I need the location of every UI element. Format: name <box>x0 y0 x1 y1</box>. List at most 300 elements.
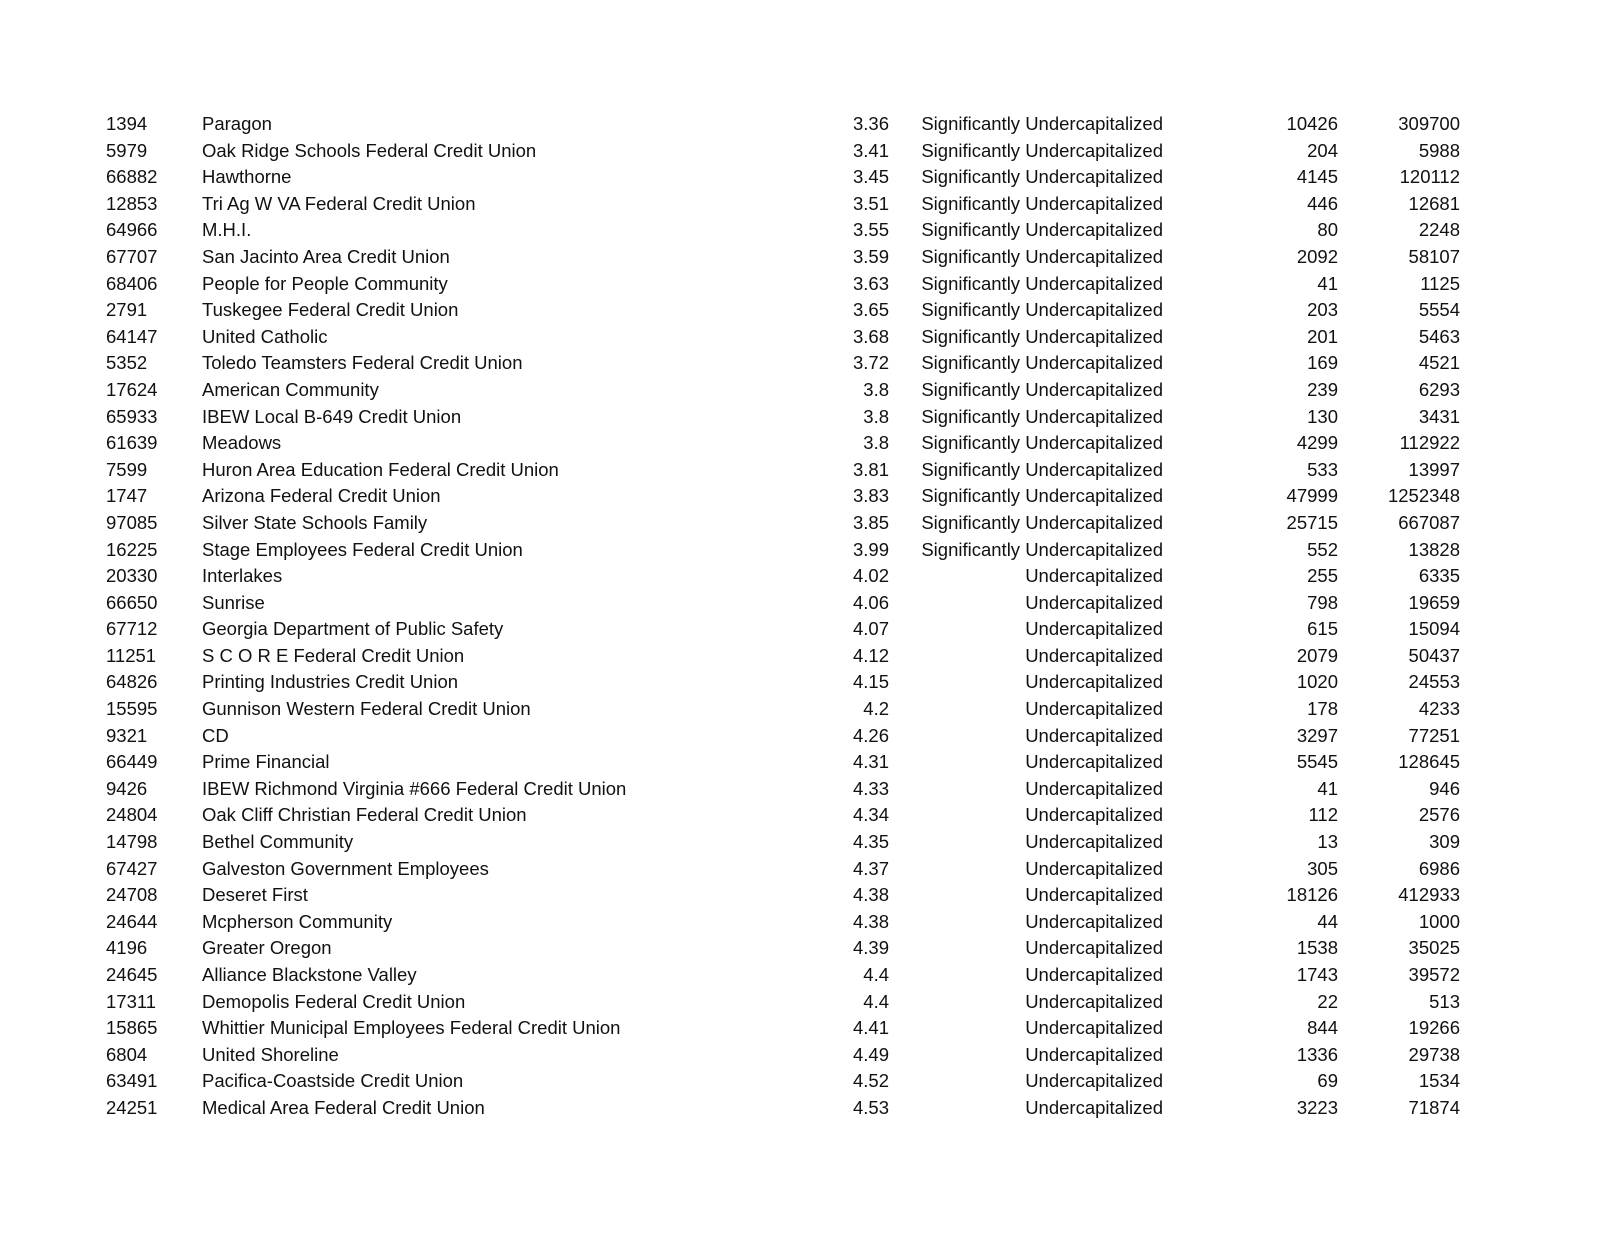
net-worth-ratio-cell: 3.85 <box>852 511 889 533</box>
charter-number-cell: 24645 <box>106 964 158 985</box>
table-row <box>0 430 1460 457</box>
credit-union-name-cell: Whittier Municipal Employees Federal Credit Union <box>202 1017 621 1039</box>
row-margin <box>0 909 106 936</box>
row-margin <box>0 669 106 696</box>
charter-number-cell: 67712 <box>106 618 158 640</box>
charter-number-cell: 65933 <box>106 405 158 427</box>
assets-cell: 128645 <box>1398 751 1460 773</box>
row-margin <box>0 217 106 244</box>
charter-number-cell: 66882 <box>106 166 158 188</box>
row-margin <box>0 590 106 617</box>
capital-classification-cell: Undercapitalized <box>1025 884 1163 906</box>
net-worth-ratio-cell: 3.83 <box>852 485 889 507</box>
members-cell: 130 <box>1307 405 1338 427</box>
table-row <box>0 590 1460 617</box>
row-margin <box>0 935 106 962</box>
row-margin <box>0 457 106 484</box>
members-cell: 69 <box>1317 1070 1338 1092</box>
members-cell: 4145 <box>1296 166 1338 188</box>
members-cell: 1538 <box>1296 937 1338 959</box>
table-row <box>0 510 1460 537</box>
charter-number-cell: 67427 <box>106 857 158 879</box>
members-cell: 25715 <box>1286 511 1338 533</box>
table-row <box>0 643 1460 670</box>
table-row <box>0 909 1460 936</box>
capital-classification-cell: Significantly Undercapitalized <box>921 219 1163 241</box>
charter-number-cell: 24644 <box>106 910 158 932</box>
row-margin <box>0 962 106 989</box>
assets-cell: 1252348 <box>1387 485 1460 507</box>
net-worth-ratio-cell: 4.37 <box>852 857 889 879</box>
row-margin <box>0 1015 106 1042</box>
assets-cell: 6986 <box>1418 857 1460 879</box>
assets-cell: 6293 <box>1418 378 1460 400</box>
credit-union-name-cell: Pacifica-Coastside Credit Union <box>202 1070 464 1092</box>
credit-union-name-cell: Deseret First <box>202 884 308 906</box>
table-row <box>0 856 1460 883</box>
capital-classification-cell: Significantly Undercapitalized <box>921 272 1163 294</box>
charter-number-cell: 15595 <box>106 698 158 720</box>
net-worth-ratio-cell: 3.59 <box>852 245 889 267</box>
capital-classification-cell: Undercapitalized <box>1025 1096 1163 1118</box>
charter-number-cell: 61639 <box>106 432 158 454</box>
members-cell: 2079 <box>1296 644 1338 666</box>
charter-number-cell: 14798 <box>106 831 158 853</box>
table-row <box>0 1015 1460 1042</box>
charter-number-cell: 4196 <box>106 937 148 959</box>
row-margin <box>0 643 106 670</box>
capital-classification-cell: Undercapitalized <box>1025 618 1163 640</box>
row-margin <box>0 377 106 404</box>
capital-classification-cell: Undercapitalized <box>1025 857 1163 879</box>
row-margin <box>0 696 106 723</box>
net-worth-ratio-cell: 4.2 <box>863 698 889 720</box>
members-cell: 203 <box>1307 299 1338 321</box>
assets-cell: 77251 <box>1408 724 1460 746</box>
credit-union-name-cell: Interlakes <box>202 565 283 587</box>
members-cell: 255 <box>1307 565 1338 587</box>
members-cell: 80 <box>1317 219 1338 241</box>
table-row <box>0 244 1460 271</box>
credit-union-name-cell: American Community <box>202 378 379 400</box>
credit-union-name-cell: United Catholic <box>202 325 328 347</box>
assets-cell: 112922 <box>1399 432 1460 454</box>
assets-cell: 5463 <box>1418 325 1460 347</box>
net-worth-ratio-cell: 4.02 <box>852 565 889 587</box>
assets-cell: 2576 <box>1418 804 1460 826</box>
charter-number-cell: 9321 <box>106 724 148 746</box>
row-margin <box>0 404 106 431</box>
charter-number-cell: 97085 <box>106 511 158 533</box>
assets-cell: 667087 <box>1398 511 1460 533</box>
charter-number-cell: 17311 <box>106 990 157 1012</box>
credit-union-name-cell: Demopolis Federal Credit Union <box>202 990 466 1012</box>
members-cell: 552 <box>1307 538 1338 560</box>
table-row <box>0 537 1460 564</box>
row-margin <box>0 723 106 750</box>
net-worth-ratio-cell: 4.4 <box>863 990 889 1012</box>
row-margin <box>0 616 106 643</box>
table-row <box>0 696 1460 723</box>
net-worth-ratio-cell: 3.63 <box>852 272 889 294</box>
capital-classification-cell: Undercapitalized <box>1025 910 1163 932</box>
table-row <box>0 1095 1460 1122</box>
members-cell: 13 <box>1317 831 1338 853</box>
members-cell: 41 <box>1317 272 1338 294</box>
net-worth-ratio-cell: 3.8 <box>863 432 889 454</box>
capital-classification-cell: Significantly Undercapitalized <box>921 139 1163 161</box>
credit-union-name-cell: Oak Cliff Christian Federal Credit Union <box>202 804 527 826</box>
members-cell: 239 <box>1307 378 1338 400</box>
net-worth-ratio-cell: 3.8 <box>863 405 889 427</box>
capital-classification-cell: Significantly Undercapitalized <box>921 166 1163 188</box>
members-cell: 615 <box>1307 618 1338 640</box>
members-cell: 5545 <box>1296 751 1338 773</box>
net-worth-ratio-cell: 3.51 <box>852 192 889 214</box>
credit-union-name-cell: Printing Industries Credit Union <box>202 671 459 693</box>
capital-classification-cell: Undercapitalized <box>1025 1043 1163 1065</box>
assets-cell: 2248 <box>1418 219 1460 241</box>
credit-union-name-cell: Arizona Federal Credit Union <box>202 485 441 507</box>
capital-classification-cell: Significantly Undercapitalized <box>921 378 1163 400</box>
assets-cell: 4233 <box>1418 698 1460 720</box>
members-cell: 1336 <box>1296 1043 1338 1065</box>
assets-cell: 1000 <box>1418 910 1460 932</box>
assets-cell: 50437 <box>1408 644 1460 666</box>
net-worth-ratio-cell: 4.38 <box>852 910 889 932</box>
charter-number-cell: 17624 <box>106 378 158 400</box>
table-row <box>0 404 1460 431</box>
table-row <box>0 324 1460 351</box>
table-row <box>0 138 1460 165</box>
net-worth-ratio-cell: 3.36 <box>852 113 889 134</box>
credit-union-name-cell: Tuskegee Federal Credit Union <box>202 299 459 321</box>
charter-number-cell: 24708 <box>106 884 158 906</box>
assets-cell: 12681 <box>1408 192 1460 214</box>
net-worth-ratio-cell: 4.39 <box>852 937 889 959</box>
table-row <box>0 217 1460 244</box>
table-row <box>0 111 1460 138</box>
members-cell: 798 <box>1307 591 1338 613</box>
capital-classification-cell: Significantly Undercapitalized <box>921 432 1163 454</box>
assets-cell: 120112 <box>1399 166 1460 188</box>
net-worth-ratio-cell: 4.26 <box>852 724 889 746</box>
net-worth-ratio-cell: 3.8 <box>863 378 889 400</box>
members-cell: 18126 <box>1286 884 1338 906</box>
net-worth-ratio-cell: 3.99 <box>852 538 889 560</box>
net-worth-ratio-cell: 4.4 <box>863 964 889 985</box>
assets-cell: 19659 <box>1408 591 1460 613</box>
charter-number-cell: 15865 <box>106 1017 158 1039</box>
credit-union-name-cell: United Shoreline <box>202 1043 339 1065</box>
capital-classification-cell: Undercapitalized <box>1025 644 1163 666</box>
charter-number-cell: 2791 <box>106 299 148 321</box>
capital-classification-cell: Undercapitalized <box>1025 1017 1163 1039</box>
assets-cell: 513 <box>1429 990 1460 1012</box>
charter-number-cell: 64826 <box>106 671 158 693</box>
assets-cell: 6335 <box>1418 565 1460 587</box>
capital-classification-cell: Undercapitalized <box>1025 591 1163 613</box>
table-row <box>0 616 1460 643</box>
table-row <box>0 350 1460 377</box>
charter-number-cell: 5979 <box>106 139 148 161</box>
capital-classification-cell: Significantly Undercapitalized <box>921 538 1163 560</box>
capital-classification-cell: Significantly Undercapitalized <box>921 325 1163 347</box>
net-worth-ratio-cell: 3.72 <box>852 352 889 374</box>
net-worth-ratio-cell: 3.81 <box>852 458 889 480</box>
capital-classification-cell: Significantly Undercapitalized <box>921 299 1163 321</box>
charter-number-cell: 67707 <box>106 245 158 267</box>
charter-number-cell: 68406 <box>106 272 158 294</box>
members-cell: 10426 <box>1286 113 1338 134</box>
credit-union-name-cell: Mcpherson Community <box>202 910 393 932</box>
capital-classification-cell: Significantly Undercapitalized <box>921 352 1163 374</box>
charter-number-cell: 64147 <box>106 325 158 347</box>
credit-union-name-cell: Galveston Government Employees <box>202 857 489 879</box>
charter-number-cell: 20330 <box>106 565 158 587</box>
charter-number-cell: 24251 <box>106 1096 158 1118</box>
credit-union-name-cell: Georgia Department of Public Safety <box>202 618 504 640</box>
row-margin <box>0 1042 106 1069</box>
assets-cell: 412933 <box>1398 884 1460 906</box>
credit-union-name-cell: Gunnison Western Federal Credit Union <box>202 698 531 720</box>
members-cell: 3223 <box>1296 1096 1338 1118</box>
credit-union-name-cell: Toledo Teamsters Federal Credit Union <box>202 352 523 374</box>
net-worth-ratio-cell: 4.53 <box>852 1096 889 1118</box>
net-worth-ratio-cell: 3.68 <box>852 325 889 347</box>
members-cell: 305 <box>1307 857 1338 879</box>
credit-union-name-cell: Tri Ag W VA Federal Credit Union <box>202 192 476 214</box>
assets-cell: 15094 <box>1408 618 1460 640</box>
capital-classification-cell: Undercapitalized <box>1025 698 1163 720</box>
table-row <box>0 563 1460 590</box>
charter-number-cell: 5352 <box>106 352 148 374</box>
credit-union-name-cell: Alliance Blackstone Valley <box>202 964 417 985</box>
table-row <box>0 989 1460 1016</box>
charter-number-cell: 7599 <box>106 458 148 480</box>
capital-classification-cell: Significantly Undercapitalized <box>921 405 1163 427</box>
credit-union-name-cell: Meadows <box>202 432 282 454</box>
charter-number-cell: 24804 <box>106 804 158 826</box>
credit-union-name-cell: Bethel Community <box>202 831 354 853</box>
capital-classification-cell: Undercapitalized <box>1025 724 1163 746</box>
charter-number-cell: 1394 <box>106 113 148 134</box>
capital-classification-cell: Significantly Undercapitalized <box>921 485 1163 507</box>
row-margin <box>0 829 106 856</box>
table-row <box>0 483 1460 510</box>
credit-union-name-cell: S C O R E Federal Credit Union <box>202 644 465 666</box>
members-cell: 204 <box>1307 139 1338 161</box>
charter-number-cell: 6804 <box>106 1043 148 1065</box>
row-margin <box>0 776 106 803</box>
row-margin <box>0 1068 106 1095</box>
row-margin <box>0 191 106 218</box>
charter-number-cell: 12853 <box>106 192 158 214</box>
assets-cell: 3431 <box>1418 405 1460 427</box>
row-margin <box>0 297 106 324</box>
net-worth-ratio-cell: 4.07 <box>852 618 889 640</box>
credit-union-name-cell: Prime Financial <box>202 751 330 773</box>
net-worth-ratio-cell: 4.41 <box>852 1017 889 1039</box>
net-worth-ratio-cell: 4.35 <box>852 831 889 853</box>
table-row <box>0 1068 1460 1095</box>
credit-union-table <box>0 111 1460 1122</box>
assets-cell: 71874 <box>1408 1096 1460 1118</box>
assets-cell: 19266 <box>1408 1017 1460 1039</box>
members-cell: 44 <box>1317 910 1338 932</box>
members-cell: 1020 <box>1296 671 1338 693</box>
net-worth-ratio-cell: 4.15 <box>852 671 889 693</box>
charter-number-cell: 64966 <box>106 219 158 241</box>
members-cell: 112 <box>1308 804 1338 826</box>
assets-cell: 1125 <box>1420 272 1460 294</box>
credit-union-name-cell: CD <box>202 724 229 746</box>
capital-classification-cell: Undercapitalized <box>1025 777 1163 799</box>
charter-number-cell: 16225 <box>106 538 158 560</box>
assets-cell: 1534 <box>1418 1070 1460 1092</box>
charter-number-cell: 63491 <box>106 1070 158 1092</box>
members-cell: 41 <box>1317 777 1338 799</box>
members-cell: 2092 <box>1296 245 1338 267</box>
row-margin <box>0 989 106 1016</box>
charter-number-cell: 66650 <box>106 591 158 613</box>
credit-union-name-cell: Medical Area Federal Credit Union <box>202 1096 485 1118</box>
credit-union-name-cell: Huron Area Education Federal Credit Union <box>202 458 559 480</box>
net-worth-ratio-cell: 4.31 <box>852 751 889 773</box>
table-row <box>0 271 1460 298</box>
members-cell: 22 <box>1317 990 1338 1012</box>
table-row <box>0 377 1460 404</box>
capital-classification-cell: Significantly Undercapitalized <box>921 192 1163 214</box>
members-cell: 47999 <box>1286 485 1338 507</box>
row-margin <box>0 510 106 537</box>
net-worth-ratio-cell: 4.52 <box>852 1070 889 1092</box>
row-margin <box>0 138 106 165</box>
members-cell: 844 <box>1307 1017 1338 1039</box>
members-cell: 1743 <box>1296 964 1338 985</box>
net-worth-ratio-cell: 3.55 <box>852 219 889 241</box>
net-worth-ratio-cell: 4.06 <box>852 591 889 613</box>
table-row <box>0 882 1460 909</box>
row-margin <box>0 483 106 510</box>
table-row <box>0 297 1460 324</box>
members-cell: 446 <box>1307 192 1338 214</box>
table-body <box>0 111 1460 1122</box>
table-row <box>0 164 1460 191</box>
credit-union-name-cell: Oak Ridge Schools Federal Credit Union <box>202 139 537 161</box>
row-margin <box>0 430 106 457</box>
row-margin <box>0 1095 106 1122</box>
assets-cell: 5554 <box>1418 299 1460 321</box>
assets-cell: 309700 <box>1398 113 1460 134</box>
row-margin <box>0 324 106 351</box>
capital-classification-cell: Undercapitalized <box>1025 751 1163 773</box>
capital-classification-cell: Undercapitalized <box>1025 804 1163 826</box>
net-worth-ratio-cell: 4.12 <box>852 644 889 666</box>
capital-classification-cell: Significantly Undercapitalized <box>921 245 1163 267</box>
table-row <box>0 776 1460 803</box>
credit-union-name-cell: Stage Employees Federal Credit Union <box>202 538 523 560</box>
assets-cell: 13828 <box>1408 538 1460 560</box>
row-margin <box>0 164 106 191</box>
row-margin <box>0 749 106 776</box>
capital-classification-cell: Undercapitalized <box>1025 671 1163 693</box>
capital-classification-cell: Significantly Undercapitalized <box>921 458 1163 480</box>
net-worth-ratio-cell: 4.49 <box>852 1043 889 1065</box>
capital-classification-cell: Undercapitalized <box>1025 990 1163 1012</box>
table-row <box>0 749 1460 776</box>
charter-number-cell: 9426 <box>106 777 148 799</box>
capital-classification-cell: Undercapitalized <box>1025 964 1163 985</box>
table-row <box>0 669 1460 696</box>
capital-classification-cell: Significantly Undercapitalized <box>921 511 1163 533</box>
assets-cell: 946 <box>1429 777 1460 799</box>
net-worth-ratio-cell: 3.45 <box>852 166 889 188</box>
capital-classification-cell: Undercapitalized <box>1025 565 1163 587</box>
row-margin <box>0 271 106 298</box>
credit-union-name-cell: IBEW Richmond Virginia #666 Federal Credit Union <box>202 777 627 799</box>
net-worth-ratio-cell: 3.65 <box>852 299 889 321</box>
row-margin <box>0 856 106 883</box>
assets-cell: 35025 <box>1408 937 1460 959</box>
members-cell: 4299 <box>1296 432 1338 454</box>
table-row <box>0 829 1460 856</box>
net-worth-ratio-cell: 4.38 <box>852 884 889 906</box>
table-row <box>0 1042 1460 1069</box>
assets-cell: 58107 <box>1408 245 1460 267</box>
members-cell: 178 <box>1307 698 1338 720</box>
row-margin <box>0 563 106 590</box>
capital-classification-cell: Undercapitalized <box>1025 1070 1163 1092</box>
credit-union-name-cell: Sunrise <box>202 591 265 613</box>
assets-cell: 5988 <box>1418 139 1460 161</box>
row-margin <box>0 244 106 271</box>
row-margin <box>0 802 106 829</box>
table-row <box>0 191 1460 218</box>
table-row <box>0 935 1460 962</box>
credit-union-name-cell: M.H.I. <box>202 219 252 241</box>
credit-union-name-cell: Paragon <box>202 113 272 134</box>
row-margin <box>0 537 106 564</box>
charter-number-cell: 1747 <box>106 485 148 507</box>
credit-union-name-cell: Hawthorne <box>202 166 292 188</box>
assets-cell: 29738 <box>1408 1043 1460 1065</box>
charter-number-cell: 66449 <box>106 751 158 773</box>
row-margin <box>0 111 106 138</box>
assets-cell: 24553 <box>1408 671 1460 693</box>
table-row <box>0 962 1460 989</box>
members-cell: 201 <box>1307 325 1338 347</box>
charter-number-cell: 11251 <box>106 644 157 666</box>
net-worth-ratio-cell: 4.33 <box>852 777 889 799</box>
row-margin <box>0 882 106 909</box>
net-worth-ratio-cell: 4.34 <box>852 804 889 826</box>
capital-classification-cell: Undercapitalized <box>1025 831 1163 853</box>
assets-cell: 39572 <box>1408 964 1460 985</box>
capital-classification-cell: Significantly Undercapitalized <box>921 113 1163 134</box>
capital-classification-cell: Undercapitalized <box>1025 937 1163 959</box>
net-worth-ratio-cell: 3.41 <box>852 139 889 161</box>
assets-cell: 4521 <box>1418 352 1460 374</box>
credit-union-name-cell: Greater Oregon <box>202 937 332 959</box>
credit-union-name-cell: IBEW Local B-649 Credit Union <box>202 405 462 427</box>
assets-cell: 13997 <box>1408 458 1460 480</box>
row-margin <box>0 350 106 377</box>
credit-union-name-cell: San Jacinto Area Credit Union <box>202 245 450 267</box>
table-row <box>0 802 1460 829</box>
members-cell: 533 <box>1307 458 1338 480</box>
members-cell: 169 <box>1307 352 1338 374</box>
